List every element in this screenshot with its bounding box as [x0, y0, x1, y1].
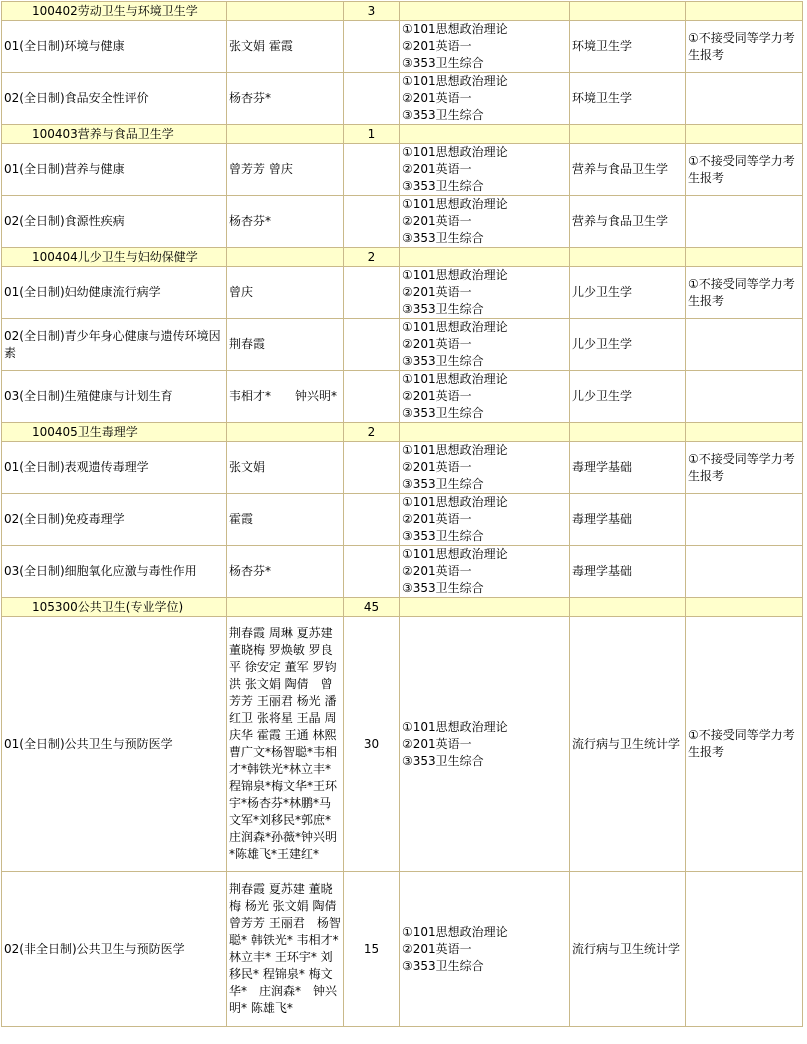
research-direction: 02(全日制)食源性疾病 — [2, 196, 227, 248]
table-row — [2, 546, 803, 598]
table-row — [2, 442, 803, 494]
exam-subject: ③353卫生综合 — [402, 302, 484, 316]
exam-subject: ③353卫生综合 — [402, 108, 484, 122]
exam-subject: ②201英语一 — [402, 736, 472, 751]
retest-subject: 营养与食品卫生学 — [570, 144, 686, 196]
section-tutor-cell — [227, 2, 344, 21]
section-count: 2 — [344, 423, 400, 442]
retest-subject: 毒理学基础 — [570, 546, 686, 598]
exam-subjects — [400, 144, 570, 196]
quota — [344, 319, 400, 371]
retest-subject: 流行病与卫生统计学 — [570, 617, 686, 872]
quota — [344, 21, 400, 73]
exam-subjects — [400, 21, 570, 73]
table-row — [2, 494, 803, 546]
retest-subject: 流行病与卫生统计学 — [570, 872, 686, 1027]
exam-subject: ①101思想政治理论 — [402, 320, 508, 334]
remark — [686, 546, 803, 598]
research-direction: 01(全日制)营养与健康 — [2, 144, 227, 196]
exam-subject: ①101思想政治理论 — [402, 547, 508, 561]
section-remark-cell — [686, 2, 803, 21]
research-direction: 01(全日制)妇幼健康流行病学 — [2, 267, 227, 319]
exam-subject: ①101思想政治理论 — [402, 719, 508, 734]
table-row — [2, 872, 803, 1027]
quota — [344, 442, 400, 494]
section-count: 3 — [344, 2, 400, 21]
research-direction: 01(全日制)公共卫生与预防医学 — [2, 617, 227, 872]
tutors: 杨杏芬* — [227, 196, 344, 248]
quota — [344, 371, 400, 423]
exam-subject: ③353卫生综合 — [402, 958, 484, 973]
tutors: 荆春霞 夏苏建 董晓梅 杨光 张文娟 陶倩 曾芳芳 王丽君 杨智聪* 韩铁光* 韦相才* 林立丰* 王环宇* 刘移民* 程锦泉* 梅文华* 庄润森* 钟兴明* 陈雄飞* — [227, 872, 344, 1027]
exam-subjects — [400, 494, 570, 546]
section-remark-cell — [686, 423, 803, 442]
research-direction: 02(非全日制)公共卫生与预防医学 — [2, 872, 227, 1027]
tutors: 杨杏芬* — [227, 546, 344, 598]
research-direction: 02(全日制)青少年身心健康与遗传环境因素 — [2, 319, 227, 371]
exam-subject: ①101思想政治理论 — [402, 268, 508, 282]
enrollment-catalog-table — [1, 1, 803, 1027]
quota — [344, 546, 400, 598]
section-retest-cell — [570, 598, 686, 617]
section-tutor-cell — [227, 125, 344, 144]
section-exam-cell — [400, 248, 570, 267]
tutors: 荆春霞 — [227, 319, 344, 371]
exam-subject: ②201英语一 — [402, 214, 472, 228]
exam-subjects — [400, 872, 570, 1027]
quota — [344, 144, 400, 196]
quota — [344, 267, 400, 319]
exam-subject: ①101思想政治理论 — [402, 372, 508, 386]
remark — [686, 319, 803, 371]
section-retest-cell — [570, 248, 686, 267]
section-header-row — [2, 423, 803, 442]
remark — [686, 872, 803, 1027]
remark: ①不接受同等学力考生报考 — [686, 442, 803, 494]
section-header-row — [2, 2, 803, 21]
exam-subject: ①101思想政治理论 — [402, 145, 508, 159]
section-remark-cell — [686, 248, 803, 267]
exam-subjects — [400, 617, 570, 872]
exam-subjects — [400, 73, 570, 125]
tutors: 曾芳芳 曾庆 — [227, 144, 344, 196]
table-row — [2, 21, 803, 73]
exam-subject: ②201英语一 — [402, 564, 472, 578]
section-count: 45 — [344, 598, 400, 617]
section-exam-cell — [400, 2, 570, 21]
tutors: 韦相才* 钟兴明* — [227, 371, 344, 423]
exam-subject: ①101思想政治理论 — [402, 74, 508, 88]
section-name: 100403营养与食品卫生学 — [2, 125, 227, 144]
section-exam-cell — [400, 125, 570, 144]
retest-subject: 儿少卫生学 — [570, 319, 686, 371]
exam-subject: ②201英语一 — [402, 162, 472, 176]
exam-subjects — [400, 442, 570, 494]
exam-subject: ②201英语一 — [402, 512, 472, 526]
section-retest-cell — [570, 423, 686, 442]
section-exam-cell — [400, 598, 570, 617]
research-direction: 03(全日制)细胞氧化应激与毒性作用 — [2, 546, 227, 598]
retest-subject: 营养与食品卫生学 — [570, 196, 686, 248]
retest-subject: 毒理学基础 — [570, 494, 686, 546]
section-tutor-cell — [227, 598, 344, 617]
remark — [686, 371, 803, 423]
section-count: 1 — [344, 125, 400, 144]
tutors: 张文娟 霍霞 — [227, 21, 344, 73]
table-row — [2, 73, 803, 125]
section-name: 100405卫生毒理学 — [2, 423, 227, 442]
quota — [344, 196, 400, 248]
retest-subject: 毒理学基础 — [570, 442, 686, 494]
exam-subjects — [400, 546, 570, 598]
exam-subjects — [400, 267, 570, 319]
exam-subject: ②201英语一 — [402, 285, 472, 299]
exam-subject: ③353卫生综合 — [402, 406, 484, 420]
retest-subject: 环境卫生学 — [570, 73, 686, 125]
remark: ①不接受同等学力考生报考 — [686, 144, 803, 196]
section-retest-cell — [570, 125, 686, 144]
exam-subject: ①101思想政治理论 — [402, 924, 508, 939]
section-count: 2 — [344, 248, 400, 267]
quota — [344, 73, 400, 125]
exam-subject: ②201英语一 — [402, 389, 472, 403]
table-row — [2, 196, 803, 248]
tutors: 荆春霞 周琳 夏苏建 董晓梅 罗焕敏 罗良平 徐安定 董军 罗钧洪 张文娟 陶倩 曾芳芳 王丽君 杨光 潘红卫 张将星 王晶 周庆华 霍霞 王通 林熙 曹广文*杨智聪*韦相才*韩铁光*林立丰*程锦泉*梅文华*王环宇*杨杏芬*林鹏*马文军*刘移民*郭庶*庄润森*孙薇*钟兴明*陈雄飞*王建红* — [227, 617, 344, 872]
exam-subject: ③353卫生综合 — [402, 354, 484, 368]
section-name: 105300公共卫生(专业学位) — [2, 598, 227, 617]
section-header-row — [2, 125, 803, 144]
retest-subject: 儿少卫生学 — [570, 267, 686, 319]
table-row — [2, 617, 803, 872]
section-exam-cell — [400, 423, 570, 442]
exam-subjects — [400, 371, 570, 423]
exam-subject: ③353卫生综合 — [402, 581, 484, 595]
section-header-row — [2, 598, 803, 617]
tutors: 杨杏芬* — [227, 73, 344, 125]
research-direction: 02(全日制)免疫毒理学 — [2, 494, 227, 546]
section-header-row — [2, 248, 803, 267]
exam-subject: ③353卫生综合 — [402, 231, 484, 245]
exam-subject: ③353卫生综合 — [402, 179, 484, 193]
table-row — [2, 267, 803, 319]
exam-subject: ②201英语一 — [402, 460, 472, 474]
research-direction: 01(全日制)环境与健康 — [2, 21, 227, 73]
remark — [686, 73, 803, 125]
section-name: 100404儿少卫生与妇幼保健学 — [2, 248, 227, 267]
quota: 15 — [344, 872, 400, 1027]
exam-subject: ③353卫生综合 — [402, 477, 484, 491]
remark — [686, 494, 803, 546]
research-direction: 01(全日制)表观遗传毒理学 — [2, 442, 227, 494]
remark: ①不接受同等学力考生报考 — [686, 267, 803, 319]
exam-subject: ③353卫生综合 — [402, 753, 484, 768]
research-direction: 03(全日制)生殖健康与计划生育 — [2, 371, 227, 423]
quota — [344, 494, 400, 546]
section-tutor-cell — [227, 423, 344, 442]
section-name: 100402劳动卫生与环境卫生学 — [2, 2, 227, 21]
remark: ①不接受同等学力考生报考 — [686, 21, 803, 73]
tutors: 张文娟 — [227, 442, 344, 494]
exam-subject: ③353卫生综合 — [402, 529, 484, 543]
exam-subjects — [400, 319, 570, 371]
exam-subject: ②201英语一 — [402, 39, 472, 53]
research-direction: 02(全日制)食品安全性评价 — [2, 73, 227, 125]
exam-subject: ①101思想政治理论 — [402, 197, 508, 211]
section-tutor-cell — [227, 248, 344, 267]
exam-subject: ①101思想政治理论 — [402, 495, 508, 509]
table-row — [2, 319, 803, 371]
exam-subject: ②201英语一 — [402, 941, 472, 956]
section-retest-cell — [570, 2, 686, 21]
exam-subject: ③353卫生综合 — [402, 56, 484, 70]
table-row — [2, 371, 803, 423]
table-row — [2, 144, 803, 196]
tutors: 曾庆 — [227, 267, 344, 319]
exam-subject: ①101思想政治理论 — [402, 443, 508, 457]
exam-subject: ①101思想政治理论 — [402, 22, 508, 36]
section-remark-cell — [686, 125, 803, 144]
tutors: 霍霞 — [227, 494, 344, 546]
exam-subject: ②201英语一 — [402, 91, 472, 105]
remark: ①不接受同等学力考生报考 — [686, 617, 803, 872]
retest-subject: 儿少卫生学 — [570, 371, 686, 423]
remark — [686, 196, 803, 248]
section-remark-cell — [686, 598, 803, 617]
quota: 30 — [344, 617, 400, 872]
retest-subject: 环境卫生学 — [570, 21, 686, 73]
exam-subjects — [400, 196, 570, 248]
exam-subject: ②201英语一 — [402, 337, 472, 351]
